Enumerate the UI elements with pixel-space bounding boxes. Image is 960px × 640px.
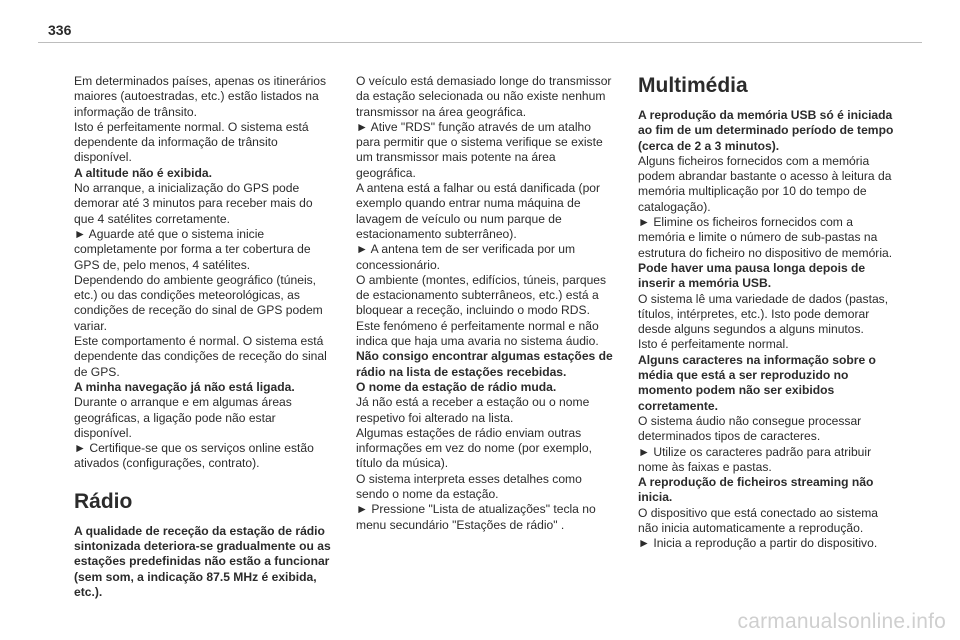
body-paragraph: O veículo está demasiado longe do transmissor da estação selecionada ou não existe nenhum transmissor na área geográfica.: [356, 74, 612, 119]
column-2: [356, 74, 614, 533]
body-paragraph: Já não está a receber a estação ou o nome respetivo foi alterado na lista.: [356, 395, 590, 425]
body-paragraph: Algumas estações de rádio enviam outras informações em vez do nome (por exemplo, título da música).: [356, 425, 592, 471]
body-paragraph: O dispositivo que está conectado ao sistema não inicia automaticamente a reprodução.: [638, 505, 878, 536]
body-paragraph: Este fenómeno é perfeitamente normal e não indica que haja uma avaria no sistema áudio.: [356, 318, 599, 349]
body-paragraph: O ambiente (montes, edifícios, túneis, parques de estacionamento subterrâneos, etc.) está a bloquear a receção, incluindo o modo RDS.: [356, 272, 607, 318]
column-3: [638, 74, 896, 552]
question-heading: A altitude não é exibida.: [74, 165, 212, 180]
column-1: [74, 74, 332, 600]
body-paragraph: Em determinados países, apenas os itinerários maiores (autoestradas, etc.) estão listados na informação de trânsito.: [74, 74, 327, 119]
question-heading: A qualidade de receção da estação de rádio sintonizada deteriora-se gradualmente ou as estações predefinidas não estão a funcionar (sem som, a indicação 87.5 MHz é exibida, etc.).: [74, 523, 331, 599]
body-paragraph: Isto é perfeitamente normal.: [638, 337, 789, 352]
question-heading: A minha navegação já não está ligada.: [74, 379, 295, 394]
instruction-step: ► Inicia a reprodução a partir do dispositivo.: [638, 536, 878, 551]
question-heading: Pode haver uma pausa longa depois de inserir a memória USB.: [638, 260, 866, 291]
question-heading: Alguns caracteres na informação sobre o média que está a ser reproduzido no momento podem não ser exibidos corretamente.: [638, 352, 876, 413]
body-paragraph: A antena está a falhar ou está danificada (por exemplo quando entrar numa máquina de lavagem de veículo ou num parque de estacionamento subterrâneo).: [356, 181, 601, 241]
instruction-step: ► Certifique-se que os serviços online estão ativados (configurações, contrato).: [74, 441, 314, 471]
body-paragraph: Isto é perfeitamente normal. O sistema está dependente da informação de trânsito disponível.: [74, 119, 309, 165]
question-heading: O nome da estação de rádio muda.: [356, 379, 557, 394]
instruction-step: ► Ative "RDS" função através de um atalho para permitir que o sistema verifique se existe um transmissor mais potente na área geográfica.: [356, 119, 603, 180]
page-number: 336: [48, 22, 72, 38]
section-title: Rádio: [74, 489, 133, 513]
watermark: carmanualsonline.info: [737, 610, 946, 633]
body-paragraph: Este comportamento é normal. O sistema está dependente das condições de receção do sinal de GPS.: [74, 334, 327, 379]
body-paragraph: O sistema interpreta esses detalhes como sendo o nome da estação.: [356, 471, 582, 502]
instruction-step: ► Pressione "Lista de atualizações" tecla no menu secundário "Estações de rádio" .: [356, 502, 596, 532]
body-paragraph: O sistema áudio não consegue processar determinados tipos de caracteres.: [638, 413, 862, 444]
question-heading: A reprodução de ficheiros streaming não inicia.: [638, 475, 874, 505]
header-divider: [38, 42, 922, 43]
section-title: Multimédia: [638, 74, 748, 97]
instruction-step: ► A antena tem de ser verificada por um concessionário.: [356, 242, 576, 272]
question-heading: A reprodução da memória USB só é iniciada ao fim de um determinado período de tempo (cerca de 2 a 3 minutos).: [638, 108, 894, 153]
body-paragraph: Durante o arranque e em algumas áreas geográficas, a ligação pode não estar disponível.: [74, 395, 292, 440]
body-paragraph: O sistema lê uma variedade de dados (pastas, títulos, intérpretes, etc.). Isto pode demorar desde alguns segundos a alguns minutos.: [638, 291, 889, 337]
instruction-step: ► Aguarde até que o sistema inicie completamente por forma a ter cobertura de GPS de, pelo menos, 4 satélites.: [74, 226, 311, 272]
body-paragraph: Dependendo do ambiente geográfico (túneis, etc.) ou das condições meteorológicas, as condições de receção do sinal de GPS podem variar.: [74, 272, 323, 333]
question-heading: Não consigo encontrar algumas estações de rádio na lista de estações recebidas.: [356, 349, 613, 379]
instruction-step: ► Elimine os ficheiros fornecidos com a memória e limite o número de sub-pastas na estrutura do ficheiro no dispositivo de memória.: [638, 215, 893, 260]
body-paragraph: Alguns ficheiros fornecidos com a memória podem abrandar bastante o acesso à leitura da memória multiplicação por 10 do tempo de catalogação).: [638, 153, 892, 214]
body-paragraph: No arranque, a inicialização do GPS pode demorar até 3 minutos para receber mais do que 4 satélites corretamente.: [74, 181, 313, 226]
instruction-step: ► Utilize os caracteres padrão para atribuir nome às faixas e pastas.: [638, 444, 872, 474]
